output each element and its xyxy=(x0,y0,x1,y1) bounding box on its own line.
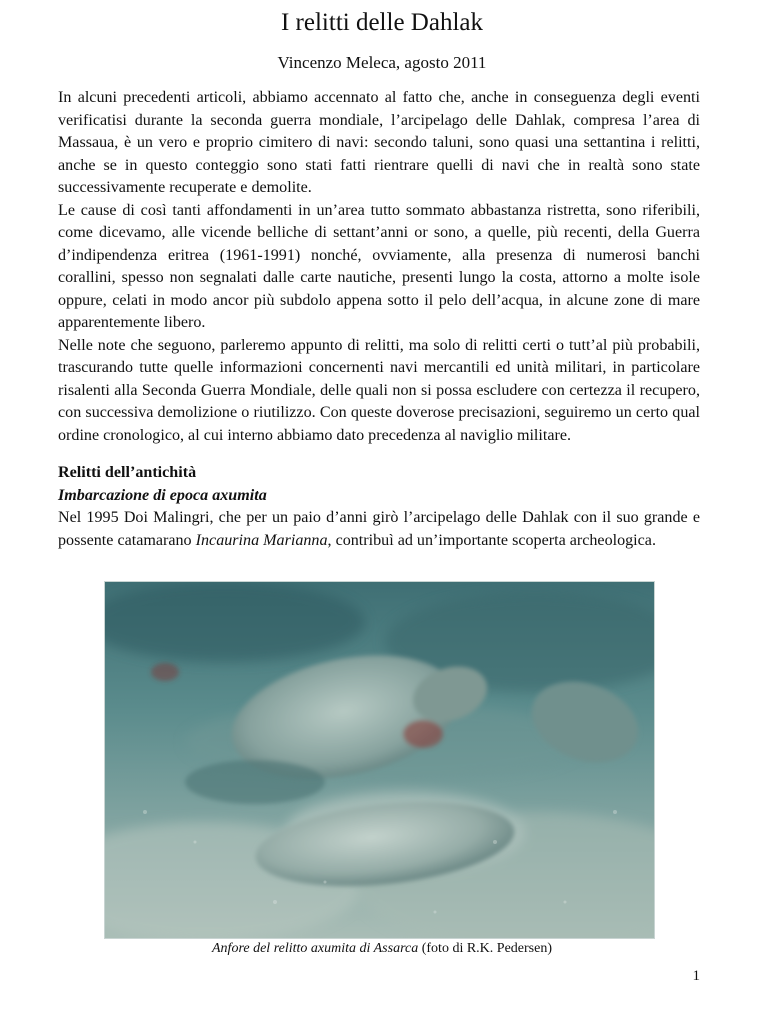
section-text-before: Nel 1995 Doi Malingri, che per un paio d’anni girò l’arcipelago delle Dahlak con il suo grande e possente catamarano xyxy=(58,509,700,549)
boat-name: Incaurina Marianna xyxy=(195,531,328,549)
section-text-after: , contribuì ad un’importante scoperta archeologica. xyxy=(327,531,656,549)
underwater-amphorae-photo xyxy=(104,581,655,939)
photo-caption xyxy=(0,940,764,958)
section-heading: Relitti dell’antichità xyxy=(58,464,197,481)
section-headings xyxy=(58,462,700,507)
caption-italic: Anfore del relitto axumita di Assarca xyxy=(212,941,419,956)
photo-illustration xyxy=(105,582,654,938)
page-number: 1 xyxy=(692,968,700,984)
caption-credit: (foto di R.K. Pedersen) xyxy=(418,941,552,956)
intro-body xyxy=(58,87,700,447)
document-title: I relitti delle Dahlak xyxy=(280,9,483,36)
author-line: Vincenzo Meleca, agosto 2011 xyxy=(277,53,487,72)
paragraph-3: Nelle note che seguono, parleremo appunto di relitti, ma solo di relitti certi o tutt’al più probabili, trascurando tutte quelle informazioni concernenti navi mercantili ed unità militari, in particolare risalenti alla Seconda Guerra Mondiale, delle quali non si possa escludere con certezza il recupero, con successiva demolizione o riutilizzo. Con queste doverose precisazioni, seguiremo un certo qual ordine cronologico, al cui interno abbiamo dato precedenza al naviglio militare. xyxy=(58,336,700,444)
paragraph-2: Le cause di così tanti affondamenti in un’area tutto sommato abbastanza ristretta, sono riferibili, come dicevamo, alle vicende belliche di settant’anni or sono, a quelle, più recenti, della Guerra d’indipendenza eritrea (1961-1991) nonché, ovviamente, alla presenza di numerosi banchi corallini, spesso non segnalati dalle carte nautiche, presenti lungo la costa, attorno a molte isole oppure, celati in modo ancor più subdolo appena sotto il pelo dell’acqua, in alcune zone di mare apparentemente libero. xyxy=(58,201,700,331)
subsection-heading: Imbarcazione di epoca axumita xyxy=(58,486,267,504)
section-paragraph xyxy=(58,507,700,552)
paragraph-1: In alcuni precedenti articoli, abbiamo accennato al fatto che, anche in conseguenza degli eventi verificatisi durante la seconda guerra mondiale, l’arcipelago delle Dahlak, compresa l’area di Massaua, è un vero e proprio cimitero di navi: secondo taluni, sono quasi una settantina i relitti, anche se in questo conteggio sono stati fatti rientrare quelli di navi che in realtà sono state successivamente recuperate e demolite. xyxy=(58,89,700,196)
